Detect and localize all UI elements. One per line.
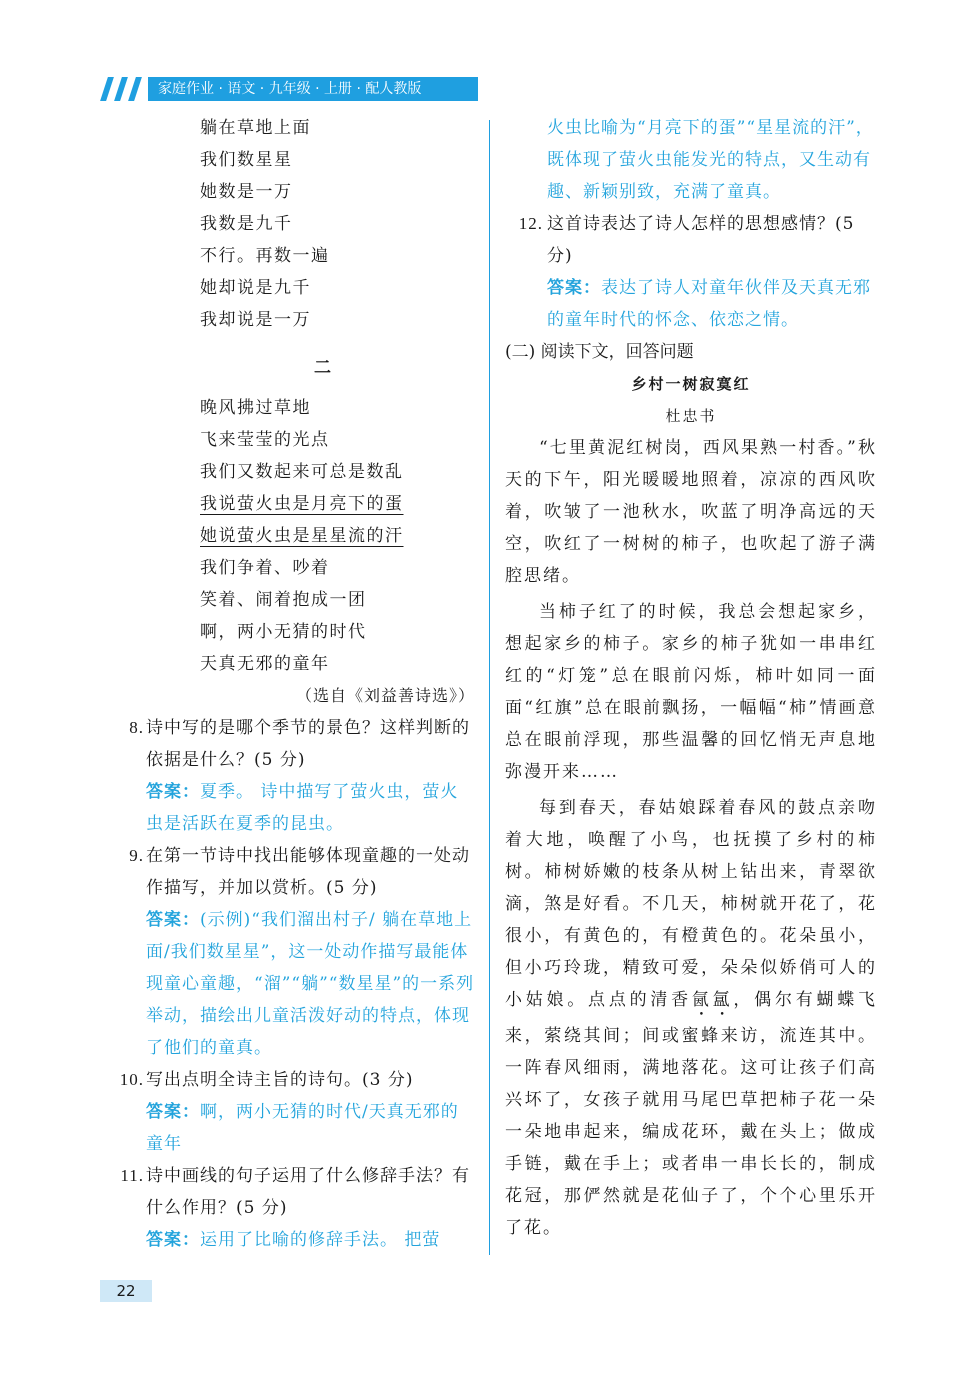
question-11 — [110, 1160, 475, 1224]
answer-10 — [110, 1096, 475, 1160]
poem-line: 天真无邪的童年 — [200, 654, 330, 674]
poem-line: 我们数星星 — [200, 150, 293, 170]
answer-text: 啊，两小无猜的时代/天真无邪的童年 — [146, 1102, 459, 1154]
question-12 — [505, 208, 877, 272]
article-paragraph: “七里黄泥红树岗，西风果熟一村香。”秋天的下午，阳光暖暖地照着，凉凉的西风吹着，吹皱了一池秋水，吹蓝了明净高远的天空，吹红了一树树的柿子，也吹起了游子满腔思绪。 — [505, 438, 877, 586]
header-slashes-decoration — [100, 77, 148, 101]
answer-label: 答案： — [146, 782, 200, 802]
right-column — [505, 112, 877, 1244]
article-paragraph: 当柿子红了的时候，我总会想起家乡，想起家乡的柿子。家乡的柿子犹如一串串红红的“灯笼”总在眼前闪烁，柿叶如同一面面“红旗”总在眼前飘扬，一幅幅“柿”情画意总在眼前浮现，那些温馨的回忆悄无声息地弥漫开来…… — [505, 602, 877, 782]
answer-8 — [110, 776, 475, 840]
poem-line: 我数是九千 — [200, 214, 293, 234]
answer-label: 答案： — [146, 1102, 200, 1122]
poem-line: 躺在草地上面 — [200, 118, 311, 138]
poem-section-number: 二 — [314, 358, 331, 378]
poem-source: （选自《刘益善诗选》） — [295, 686, 475, 705]
header-title: 家庭作业 · 语文 · 九年级 · 上册 · 配人教版 — [148, 77, 478, 101]
article-title: 乡村一树寂寞红 — [631, 375, 751, 393]
article-author: 杜忠书 — [665, 407, 717, 425]
poem-line: 我们又数起来可总是数乱 — [200, 462, 404, 482]
reading-heading: (二) 阅读下文，回答问题 — [505, 342, 694, 362]
answer-text: 夏季。 诗中描写了萤火虫，萤火虫是活跃在夏季的昆虫。 — [146, 782, 459, 834]
question-number: 8. — [129, 718, 144, 737]
answer-text: 表达了诗人对童年伙伴及天真无邪的童年时代的怀念、依恋之情。 — [547, 278, 871, 330]
poem-section-one — [110, 112, 475, 336]
column-divider — [489, 120, 490, 1255]
poem-line: 她却说是九千 — [200, 278, 311, 298]
page-number: 22 — [100, 1280, 152, 1302]
question-number: 9. — [129, 846, 144, 865]
question-8 — [110, 712, 475, 776]
answer-11-continued: 火虫比喻为“月亮下的蛋”“星星流的汗”，既体现了萤火虫能发光的特点，又生动有趣、新颖别致，充满了童真。 — [547, 118, 874, 202]
article-paragraph: 每到春天，春姑娘踩着春风的鼓点亲吻着大地，唤醒了小鸟，也抚摸了乡村的柿树。柿树娇嫩的枝条从树上钻出来，青翠欲滴，煞是好看。不几天，柿树就开花了，花很小，有黄色的，有橙黄色的。花朵虽小，但小巧玲珑，精致可爱，朵朵似娇俏可人的小姑娘。点点的清香氤氲，偶尔有蝴蝶飞来，萦绕其间；间或蜜蜂来访，流连其中。一阵春风细雨，满地落花。这可让孩子们高兴坏了，女孩子就用马尾巴草把柿子花一朵一朵地串起来，编成花环，戴在头上；做成手链，戴在手上；或者串一串长长的，制成花冠，那俨然就是花仙子了，个个心里乐开了花。 — [505, 798, 878, 1238]
answer-label: 答案： — [547, 278, 601, 298]
poem-line: 笑着、闹着抱成一团 — [200, 590, 367, 610]
question-10 — [110, 1064, 475, 1096]
poem-line-underlined: 她说萤火虫是星星流的汗 — [200, 526, 404, 546]
poem-line: 啊，两小无猜的时代 — [200, 622, 367, 642]
answer-12 — [505, 272, 877, 336]
page-header — [100, 77, 478, 101]
poem-line: 不行。再数一遍 — [200, 246, 330, 266]
question-9 — [110, 840, 475, 904]
poem-line: 晚风拂过草地 — [200, 398, 311, 418]
poem-section-two — [110, 392, 475, 680]
question-text: 诗中写的是哪个季节的景色？这样判断的依据是什么？(5 分) — [146, 718, 470, 770]
answer-label: 答案： — [146, 910, 200, 930]
poem-line-underlined: 我说萤火虫是月亮下的蛋 — [200, 494, 404, 514]
poem-line: 我却说是一万 — [200, 310, 311, 330]
question-text: 在第一节诗中找出能够体现童趣的一处动作描写，并加以赏析。(5 分) — [146, 846, 470, 898]
question-text: 诗中画线的句子运用了什么修辞手法？有什么作用？(5 分) — [146, 1166, 470, 1218]
answer-9 — [110, 904, 475, 1064]
answer-label: 答案： — [146, 1230, 200, 1250]
question-text: 这首诗表达了诗人怎样的思想感情？(5 分) — [547, 214, 855, 266]
poem-line: 飞来莹莹的光点 — [200, 430, 330, 450]
answer-11 — [110, 1224, 475, 1256]
question-number: 10. — [119, 1070, 144, 1089]
emphasized-word: 氤氲 — [691, 990, 734, 1010]
answer-text: (示例)“我们溜出村子/ 躺在草地上面/我们数星星”，这一处动作描写最能体现童心童趣，“溜”“躺”“数星星”的一系列举动，描绘出儿童活泼好动的特点，体现了他们的童真。 — [146, 910, 475, 1058]
question-text: 写出点明全诗主旨的诗句。(3 分) — [146, 1070, 414, 1090]
poem-line: 她数是一万 — [200, 182, 293, 202]
answer-text: 运用了比喻的修辞手法。 把萤 — [200, 1230, 441, 1250]
left-column — [110, 112, 475, 1256]
question-number: 11. — [120, 1166, 144, 1185]
poem-line: 我们争着、吵着 — [200, 558, 330, 578]
question-number: 12. — [518, 214, 543, 233]
